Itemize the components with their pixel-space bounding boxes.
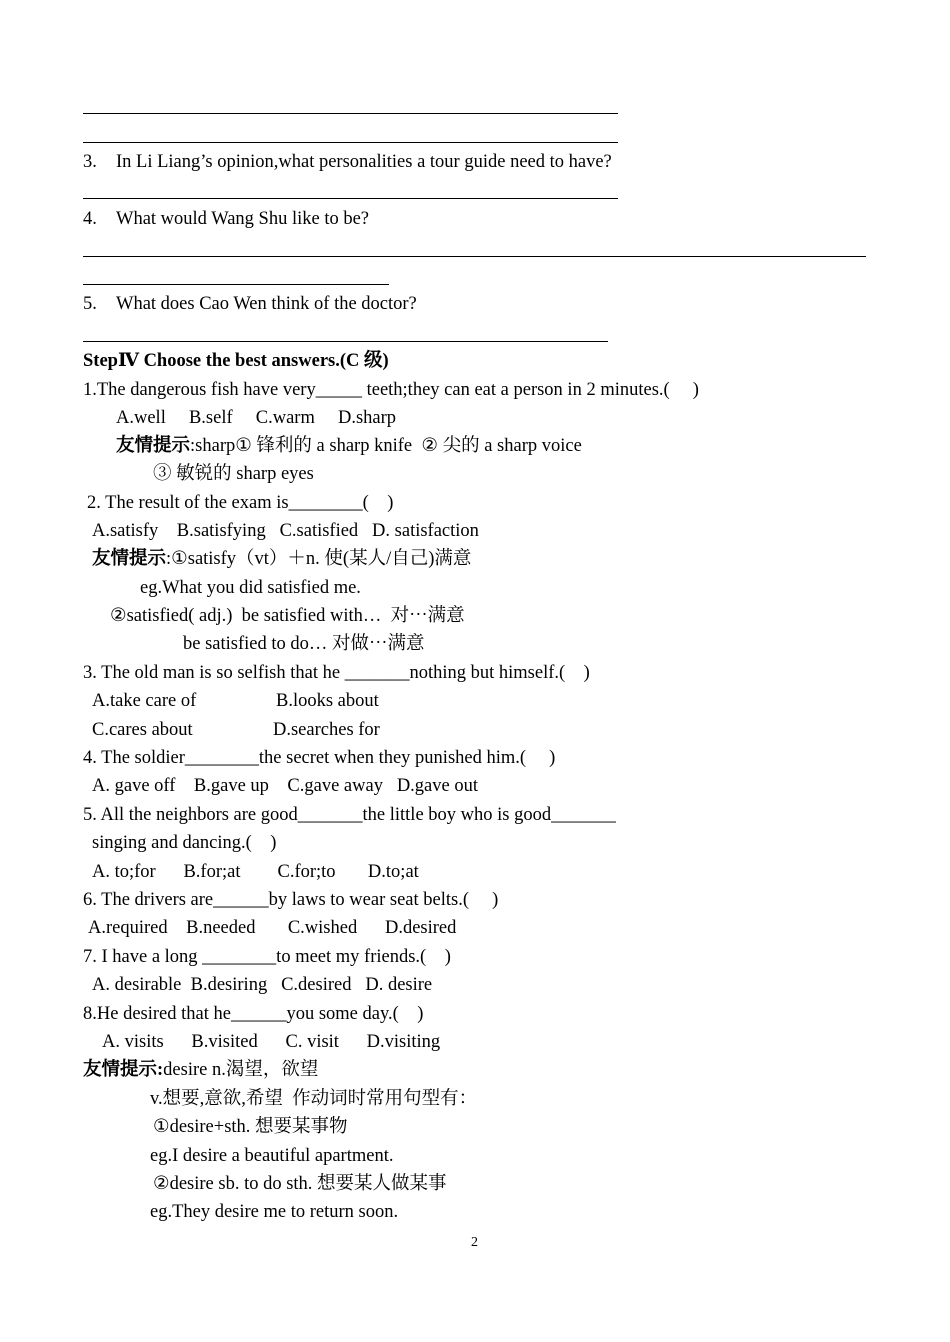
question-number: 5. xyxy=(83,294,97,314)
option-a: A.take care of xyxy=(92,691,197,711)
tip-text: eg.They desire me to return soon. xyxy=(150,1202,399,1222)
question-stem: 3. The old man is so selfish that he _______nothing but himself.( ) xyxy=(83,663,590,683)
answer-line xyxy=(83,142,618,143)
question-number: 3. xyxy=(83,152,97,172)
options: A. to;for B.for;at C.for;to D.to;at xyxy=(92,862,419,882)
question-text: What would Wang Shu like to be? xyxy=(116,209,370,229)
option-d: D.searches for xyxy=(273,720,380,740)
question-stem: singing and dancing.( ) xyxy=(92,833,277,853)
question-stem: 8.He desired that he______you some day.( ) xyxy=(83,1004,424,1024)
answer-line xyxy=(83,113,618,114)
page-number: 2 xyxy=(471,1235,478,1250)
tip-text: :①satisfy（vt）＋n. 使(某人/自己)满意 xyxy=(166,549,472,569)
question-number: 4. xyxy=(83,209,97,229)
options: A.well B.self C.warm D.sharp xyxy=(116,408,397,428)
question-text: What does Cao Wen think of the doctor? xyxy=(116,294,417,314)
question-text: In Li Liang’s opinion,what personalities a tour guide need to have? xyxy=(116,152,612,172)
tip-label: 友情提示 xyxy=(92,549,167,569)
tip-text: eg.I desire a beautiful apartment. xyxy=(150,1146,394,1166)
option-b: B.looks about xyxy=(276,691,379,711)
options: A.satisfy B.satisfying C.satisfied D. satisfaction xyxy=(92,521,479,541)
tip-text: v.想要,意欲,希望 作动词时常用句型有： xyxy=(150,1089,478,1109)
tip-line xyxy=(83,1059,318,1081)
options: A. desirable B.desiring C.desired D. desire xyxy=(92,975,433,995)
tip-text: desire n.渴望，欲望 xyxy=(163,1060,319,1080)
answer-line xyxy=(83,198,618,199)
option-c: C.cares about xyxy=(92,720,193,740)
question-stem: 7. I have a long ________to meet my friends.( ) xyxy=(83,947,451,967)
tip-text: eg.What you did satisfied me. xyxy=(140,578,361,598)
tip-text: ②desire sb. to do sth. 想要某人做某事 xyxy=(153,1174,447,1194)
options: A. gave off B.gave up C.gave away D.gave out xyxy=(92,776,478,796)
tip-line xyxy=(92,548,471,570)
question-stem: 4. The soldier________the secret when they punished him.( ) xyxy=(83,748,556,768)
options: A. visits B.visited C. visit D.visiting xyxy=(102,1032,441,1052)
tip-text: ③ 敏锐的 sharp eyes xyxy=(153,464,314,484)
section-heading: StepⅣ Choose the best answers.(C 级) xyxy=(83,351,389,371)
tip-text: :sharp① 锋利的 a sharp knife ② 尖的 a sharp voice xyxy=(190,436,582,456)
tip-text: be satisfied to do… 对做⋯满意 xyxy=(183,634,425,654)
question-stem: 2. The result of the exam is________( ) xyxy=(87,493,394,513)
answer-line xyxy=(83,341,608,342)
question-stem: 6. The drivers are______by laws to wear seat belts.( ) xyxy=(83,890,499,910)
answer-line xyxy=(83,284,389,285)
tip-text: ②satisfied( adj.) be satisfied with… 对⋯满意 xyxy=(110,606,465,626)
tip-text: ①desire+sth. 想要某事物 xyxy=(153,1117,348,1137)
tip-label: 友情提示: xyxy=(83,1060,164,1080)
question-stem: 1.The dangerous fish have very_____ teeth;they can eat a person in 2 minutes.( ) xyxy=(83,380,699,400)
tip-label: 友情提示 xyxy=(116,436,191,456)
tip-line xyxy=(116,435,582,457)
options: A.required B.needed C.wished D.desired xyxy=(88,918,457,938)
answer-line xyxy=(83,256,866,257)
question-stem: 5. All the neighbors are good_______the little boy who is good_______ xyxy=(83,805,616,825)
